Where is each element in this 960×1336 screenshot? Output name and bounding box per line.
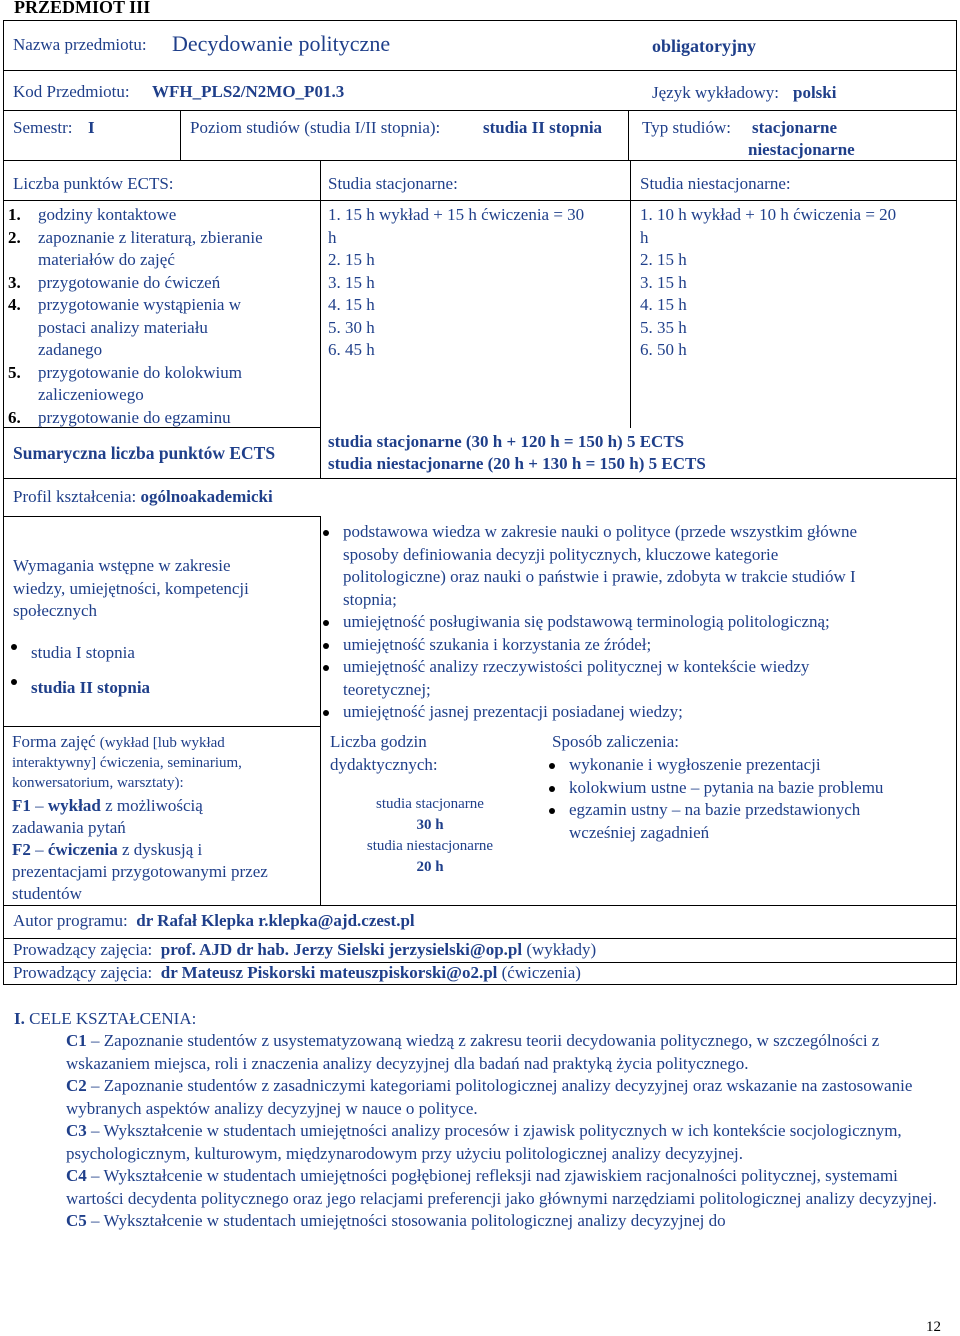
- goals-list: [66, 1030, 941, 1233]
- assessment-item: kolokwium ustne – pytania na bazie problemu: [546, 777, 946, 800]
- course-code-value: WFH_PLS2/N2MO_P01.3: [152, 82, 345, 101]
- requirements-levels: [8, 635, 150, 705]
- niestac-hours-item: 4. 15 h: [640, 295, 687, 314]
- stac-hours-item: 1. 15 h wykład + 15 h ćwiczenia = 30: [328, 205, 585, 224]
- ects-sum-niestac: studia niestacjonarne (20 h + 130 h = 150 h) 5 ECTS: [328, 454, 706, 473]
- course-name-value: Decydowanie polityczne: [172, 31, 391, 56]
- course-code-label: Kod Przedmiotu:: [13, 82, 130, 101]
- niestac-hours-item: 2. 15 h: [640, 250, 687, 269]
- stac-hours-item: 2. 15 h: [328, 250, 375, 269]
- level-item: studia I stopnia: [8, 635, 150, 670]
- semester-label: Semestr:: [13, 118, 73, 137]
- stac-hours-item: 4. 15 h: [328, 295, 375, 314]
- requirements-label: Wymagania wstępne w zakresie wiedzy, umiejętności, kompetencji społecznych: [13, 556, 249, 620]
- niestac-hours-item: h: [640, 227, 649, 247]
- hours-label: Liczba godzin dydaktycznych:: [330, 732, 438, 774]
- assessment-label: Sposób zaliczenia:: [552, 732, 679, 751]
- requirement-item: podstawowa wiedza w zakresie nauki o polityce (przede wszystkim główne sposoby definiowania decyzji politycznych, kluczowe kategorie politologiczne) oraz nauki o państwie i prawie, zdobyta w trakcie studiów I stopnia;: [320, 521, 950, 611]
- goal-item: C5 – Wykształcenie w studentach umiejętności stosowania politologicznej analizy decyzyjnej do: [66, 1211, 726, 1230]
- stac-hours-item: 5. 30 h: [328, 317, 375, 337]
- semester-value: I: [88, 118, 95, 137]
- workload-item: 6. przygotowanie do egzaminu: [8, 407, 231, 427]
- course-type: obligatoryjny: [652, 36, 757, 56]
- teacher-row-2: Prowadzący zajęcia: dr Mateusz Piskorski mateuszpiskorski@o2.pl (ćwiczenia): [13, 963, 581, 982]
- study-type-value-2: niestacjonarne: [748, 140, 855, 159]
- requirement-item: umiejętność szukania i korzystania ze źródeł;: [320, 634, 950, 657]
- niestac-hours-item: 1. 10 h wykład + 10 h ćwiczenia = 20: [640, 205, 897, 224]
- niestac-hours-item: 3. 15 h: [640, 272, 687, 292]
- study-type-label: Typ studiów:: [642, 118, 732, 137]
- goal-item: C3 – Wykształcenie w studentach umiejętności analizy procesów i zjawisk politycznych w ich kontekście socjologicznym, psychologicznym, kulturowym, międzynarodowym przy użyciu politologicznej analizy decyzyjnej.: [66, 1121, 902, 1163]
- niestac-hours-list: [640, 204, 896, 362]
- niestac-hours-item: 5. 35 h: [640, 317, 687, 337]
- workload-item: 5. przygotowanie do kolokwium zaliczeniowego: [8, 362, 242, 404]
- course-name-label: Nazwa przedmiotu:: [13, 35, 147, 54]
- profile-row: Profil kształcenia: ogólnoakademicki: [13, 487, 273, 506]
- ects-label: Liczba punktów ECTS:: [13, 174, 174, 193]
- stac-hours-item: 3. 15 h: [328, 272, 375, 292]
- niestac-hours-item: 6. 50 h: [640, 340, 687, 359]
- study-level-label: Poziom studiów (studia I/II stopnia):: [190, 118, 441, 137]
- stac-hours-list: [328, 204, 584, 362]
- goal-item: C4 – Wykształcenie w studentach umiejętności pogłębionej refleksji nad zjawiskiem racjonalności politycznej, systemami wartości decydenta politycznego oraz jego relacjami preferencji jako głównymi narzędziami politologicznej analizy decyzyjnej.: [66, 1166, 937, 1208]
- stac-hours-item: 6. 45 h: [328, 340, 375, 359]
- page-number: 12: [926, 1319, 941, 1335]
- assessment-list: [546, 754, 946, 844]
- assessment-item: egzamin ustny – na bazie przedstawionych wcześniej zagadnień: [546, 799, 946, 844]
- requirements-list: [320, 521, 950, 724]
- workload-list: [8, 204, 308, 429]
- hours-values: studia stacjonarne 30 h studia niestacjonarne 20 h: [366, 796, 494, 875]
- requirement-item: umiejętność jasnej prezentacji posiadanej wiedzy;: [320, 701, 950, 724]
- ects-sum-stac: studia stacjonarne (30 h + 120 h = 150 h) 5 ECTS: [328, 432, 685, 451]
- goals-heading: I. CELE KSZTAŁCENIA:: [14, 1009, 197, 1028]
- goal-item: C2 – Zapoznanie studentów z zasadniczymi kategoriami politologicznej analizy decyzyjnej oraz wskazanie na zastosowanie wybranych aspektów analizy decyzyjnej w nauce o polityce.: [66, 1076, 913, 1118]
- stac-hours-item: h: [328, 227, 337, 247]
- forma-block: Forma zajęć (wykład [lub wykład interaktywny] ćwiczenia, seminarium, konwersatorium, warsztaty): F1 – wykład z możliwością zadawania pytań F2 – ćwiczenia z dyskusją i prezentacjami przygotowanymi przez studentów: [12, 732, 268, 903]
- page-header-title: PRZEDMIOT III: [14, 0, 151, 17]
- language-value: polski: [793, 83, 837, 102]
- workload-item: 3. przygotowanie do ćwiczeń: [8, 272, 221, 292]
- ects-sum-label: Sumaryczna liczba punktów ECTS: [13, 443, 276, 463]
- ects-niestac-header: Studia niestacjonarne:: [640, 174, 791, 193]
- language-label: Język wykładowy:: [652, 83, 780, 102]
- assessment-item: wykonanie i wygłoszenie prezentacji: [546, 754, 946, 777]
- goal-item: C1 – Zapoznanie studentów z usystematyzowaną wiedzą z zakresu teorii decydowania politycznego, w szczególności z wskazaniem miejsca, roli i znaczenia analizy decyzyjnej dla badań nad praktyką życia politycznego.: [66, 1031, 880, 1073]
- study-level-value: studia II stopnia: [483, 118, 603, 137]
- level-item: studia II stopnia: [8, 670, 150, 705]
- workload-item: 4. przygotowanie wystąpienia w postaci analizy materiału zadanego: [8, 295, 241, 359]
- author-row: Autor programu: dr Rafał Klepka r.klepka@ajd.czest.pl: [13, 911, 415, 930]
- ects-stac-header: Studia stacjonarne:: [328, 174, 458, 193]
- workload-item: 2. zapoznanie z literaturą, zbieranie materiałów do zajęć: [8, 227, 263, 269]
- teacher-row-1: Prowadzący zajęcia: prof. AJD dr hab. Jerzy Sielski jerzysielski@op.pl (wykłady): [13, 940, 597, 959]
- forma-label: Forma zajęć: [12, 732, 96, 751]
- study-type-value-1: stacjonarne: [752, 118, 837, 137]
- workload-item: 1. godziny kontaktowe: [8, 205, 177, 224]
- requirement-item: umiejętność posługiwania się podstawową terminologią politologiczną;: [320, 611, 950, 634]
- requirement-item: umiejętność analizy rzeczywistości politycznej w kontekście wiedzy teoretycznej;: [320, 656, 950, 701]
